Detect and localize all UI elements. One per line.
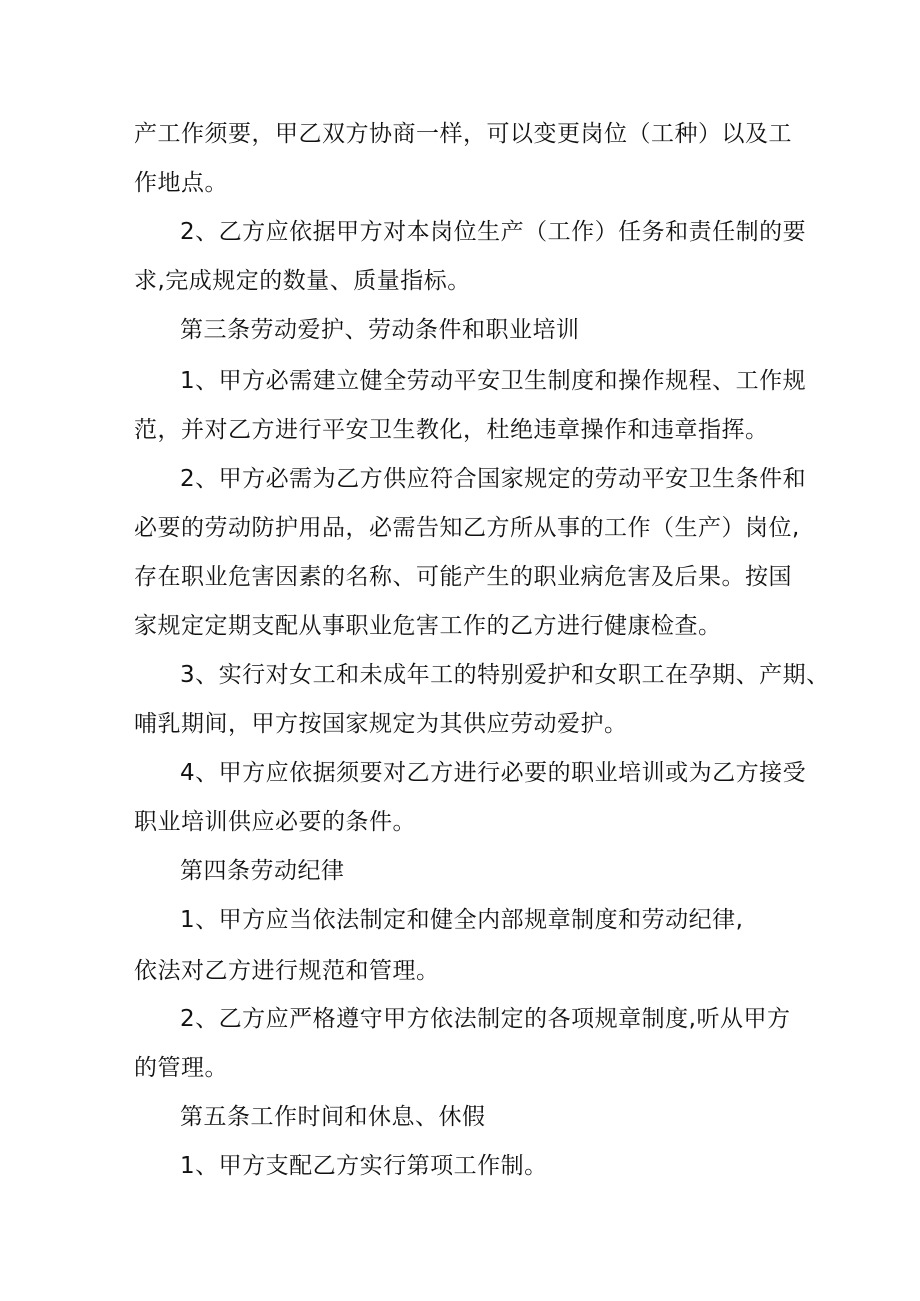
text-line: 1、甲方应当依法制定和健全内部规章制度和劳动纪律, <box>180 907 744 933</box>
text-line: 的管理。 <box>134 1055 228 1081</box>
text-line: 3、实行对女工和未成年工的特别爱护和女职工在孕期、产期、 <box>180 662 830 688</box>
text-line: 必要的劳动防护用品，必需告知乙方所从事的工作（生产）岗位, <box>134 515 800 541</box>
text-line: 2、甲方必需为乙方供应符合国家规定的劳动平安卫生条件和 <box>180 466 807 492</box>
text-line: 2、乙方应依据甲方对本岗位生产（工作）任务和责任制的要 <box>180 219 807 245</box>
text-line: 哺乳期间，甲方按国家规定为其供应劳动爱护。 <box>134 711 628 737</box>
section-heading: 第五条工作时间和休息、休假 <box>180 1104 486 1130</box>
text-line: 产工作须要，甲乙双方协商一样，可以变更岗位（工种）以及工 <box>134 121 792 147</box>
text-line: 1、甲方必需建立健全劳动平安卫生制度和操作规程、工作规 <box>180 368 807 394</box>
section-heading: 第三条劳动爱护、劳动条件和职业培训 <box>180 317 580 343</box>
text-line: 存在职业危害因素的名称、可能产生的职业病危害及后果。按国 <box>134 564 792 590</box>
section-heading: 第四条劳动纪律 <box>180 858 345 884</box>
text-line: 1、甲方支配乙方实行第项工作制。 <box>180 1153 548 1179</box>
text-line: 2、乙方应严格遵守甲方依法制定的各项规章制度,听从甲方 <box>180 1006 791 1032</box>
text-line: 家规定定期支配从事职业危害工作的乙方进行健康检查。 <box>134 613 722 639</box>
text-line: 职业培训供应必要的条件。 <box>134 809 416 835</box>
text-line: 求,完成规定的数量、质量指标。 <box>134 268 471 294</box>
text-line: 依法对乙方进行规范和管理。 <box>134 958 440 984</box>
text-line: 范，并对乙方进行平安卫生教化，杜绝违章操作和违章指挥。 <box>134 417 769 443</box>
text-line: 4、甲方应依据须要对乙方进行必要的职业培训或为乙方接受 <box>180 760 807 786</box>
text-line: 作地点。 <box>134 170 228 196</box>
